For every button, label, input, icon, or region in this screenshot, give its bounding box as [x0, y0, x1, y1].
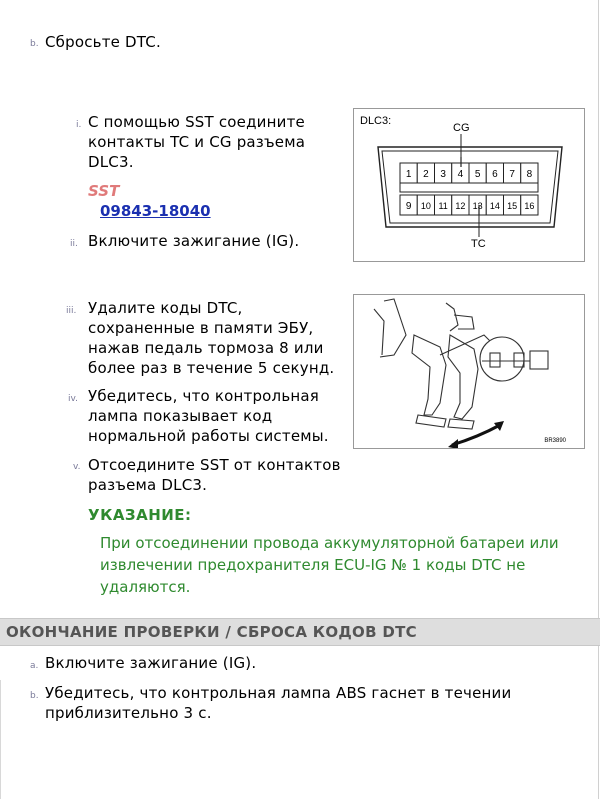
top-pin-row — [400, 163, 538, 183]
brake-pedal-illustration — [354, 295, 584, 448]
substep-ii-marker: ii. — [70, 239, 78, 249]
text-line: более раз в течение 5 секунд. — [88, 359, 335, 377]
pin-number: 1 — [405, 169, 412, 180]
note-body — [100, 532, 580, 598]
pin-number: 2 — [423, 169, 429, 180]
step-b-marker: b. — [30, 39, 39, 49]
substep-v-marker: v. — [73, 462, 81, 472]
note-heading: УКАЗАНИЕ: — [88, 506, 192, 524]
pin-number: 13 — [472, 201, 483, 211]
pin-number: 15 — [507, 201, 518, 211]
switch-detail-3 — [530, 351, 548, 369]
substep-v-text — [88, 455, 358, 495]
substep-ii-text — [88, 231, 299, 251]
left-border — [0, 680, 1, 799]
detail-zoom-circle — [480, 337, 524, 381]
section-header-bar — [0, 618, 600, 646]
text-line: приблизительно 3 с. — [45, 704, 212, 722]
bracket-edge — [374, 309, 384, 355]
switch-detail-1 — [490, 353, 500, 367]
pin-number: 4 — [457, 169, 464, 180]
substep-iii-text — [88, 298, 348, 378]
final-step-a-text — [45, 653, 256, 673]
pin-number: 6 — [492, 169, 498, 180]
pin-number: 7 — [509, 169, 515, 180]
final-step-b-marker: b. — [30, 691, 39, 701]
text-line: DLC3. — [88, 153, 134, 171]
dlc3-connector-diagram — [354, 109, 584, 261]
arrow-head-left — [448, 439, 458, 448]
pin-number: 8 — [526, 169, 533, 180]
text-line: Включите зажигание (IG). — [88, 232, 300, 250]
note-line: извлечении предохранителя ECU-IG № 1 коды DTC не — [100, 556, 526, 574]
substep-i-text — [88, 112, 338, 172]
text-line: Отсоедините SST от контактов — [88, 456, 341, 474]
brake-pedal-figure — [353, 294, 585, 449]
note-line: При отсоединении провода аккумуляторной батареи или — [100, 534, 559, 552]
text-line: Убедитесь, что контрольная — [88, 387, 320, 405]
text-line: сохраненные в памяти ЭБУ, — [88, 319, 314, 337]
pin-number: 5 — [474, 169, 481, 180]
substep-iv-text — [88, 386, 348, 446]
pin-number: 12 — [455, 201, 466, 211]
right-border — [598, 0, 599, 799]
pushrod — [440, 335, 490, 355]
text-line: Удалите коды DTC, — [88, 299, 243, 317]
note-line: удаляются. — [100, 578, 191, 596]
text-line: Включите зажигание (IG). — [45, 654, 257, 672]
final-step-a-marker: a. — [30, 661, 39, 671]
text-line: Убедитесь, что контрольная лампа ABS гаснет в течении — [45, 684, 512, 702]
pin-number: 11 — [438, 201, 448, 211]
sst-label: SST — [88, 182, 120, 200]
pin-number: 16 — [524, 201, 535, 211]
switch-detail-2 — [514, 353, 524, 367]
tc-label: TC — [471, 238, 486, 250]
cg-label: CG — [453, 122, 470, 134]
substep-i-marker: i. — [76, 120, 82, 130]
substep-iii-marker: iii. — [66, 306, 77, 316]
text-line: разъема DLC3. — [88, 476, 208, 494]
brake-pedal-arm — [448, 335, 478, 419]
text-line: нажав педаль тормоза 8 или — [88, 339, 324, 357]
text-line: лампа показывает код — [88, 407, 273, 425]
dlc3-figure — [353, 108, 585, 262]
pedal-pad-1 — [416, 415, 446, 427]
final-step-b-text — [45, 683, 565, 723]
pin-number: 10 — [420, 201, 431, 211]
switch-mount — [446, 303, 458, 331]
section-title: ОКОНЧАНИЕ ПРОВЕРКИ / СБРОСА КОДОВ DTC — [6, 623, 417, 641]
step-b-text: Сбросьте DTC. — [45, 33, 161, 51]
pin-number: 14 — [489, 201, 500, 211]
text-line: нормальной работы системы. — [88, 427, 329, 445]
text-line: С помощью SST соедините — [88, 113, 305, 131]
pedal-pad-2 — [448, 419, 474, 429]
figure-code: BR3890 — [544, 438, 566, 444]
pin-divider-bar — [400, 183, 538, 192]
bottom-pin-row — [400, 195, 538, 215]
pin-number: 3 — [440, 169, 446, 180]
pin-number: 9 — [405, 201, 412, 212]
sst-part-link[interactable]: 09843-18040 — [100, 202, 211, 220]
dlc3-title: DLC3: — [360, 115, 392, 127]
substep-iv-marker: iv. — [68, 394, 78, 404]
pedal-arm — [412, 335, 446, 415]
text-line: контакты TC и CG разъема — [88, 133, 306, 151]
